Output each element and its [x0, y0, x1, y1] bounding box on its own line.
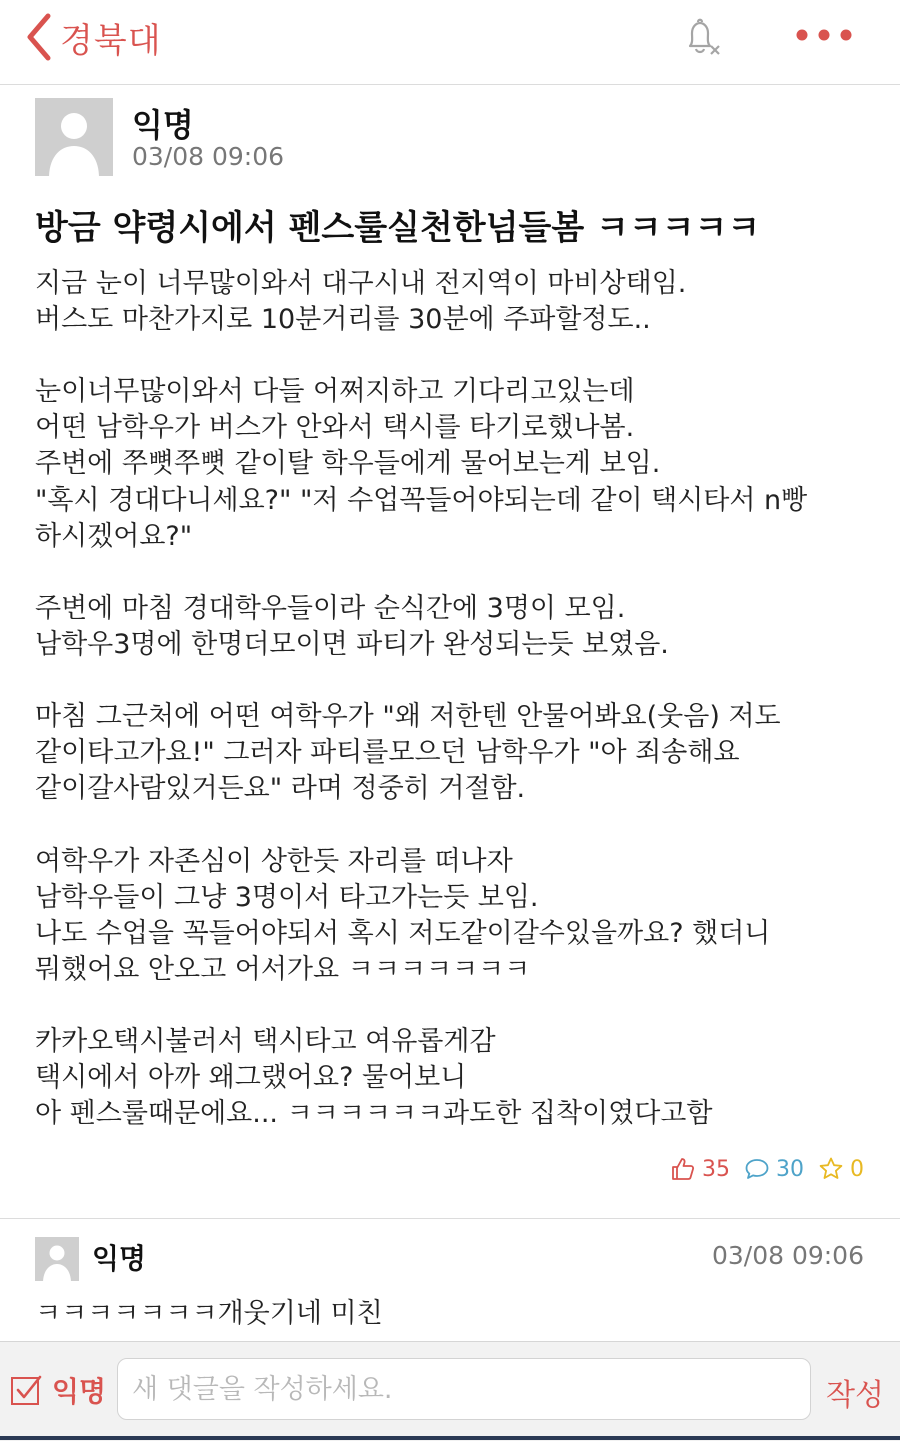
comment-composer [0, 1341, 900, 1441]
post-timestamp: 03/08 09:06 [132, 142, 285, 171]
notification-toggle[interactable] [680, 16, 724, 64]
comment-count-value: 30 [776, 1156, 804, 1182]
scrap-count[interactable] [818, 1156, 864, 1182]
more-options-button[interactable] [794, 22, 854, 52]
post-author-block [35, 98, 895, 178]
bell-off-icon [680, 16, 724, 60]
comment-avatar [35, 1237, 79, 1281]
speech-bubble-icon [744, 1156, 770, 1182]
chevron-left-icon [24, 12, 54, 62]
default-profile-icon [35, 1237, 79, 1281]
author-name: 익명 [132, 106, 194, 144]
post-title: 방금 약령시에서 펜스룰실천한넘들봄 ㅋㅋㅋㅋㅋ [35, 208, 761, 248]
post-paragraph: 여학우가 자존심이 상한듯 자리를 떠나자 남학우들이 그냥 3명이서 타고가는듯 보임. 나도 수업을 꼭들어야되서 혹시 저도같이갈수있을까요? 했더니 뭐했어요 안오고 어서가요 ㅋㅋㅋㅋㅋㅋㅋ [35, 845, 771, 985]
like-count-value: 35 [702, 1156, 730, 1182]
post-paragraph: 지금 눈이 너무많이와서 대구시내 전지역이 마비상태임. 버스도 마찬가지로 10분거리를 30분에 주파할정도.. [35, 268, 687, 336]
post-paragraph: 주변에 마침 경대학우들이라 순식간에 3명이 모임. 남학우3명에 한명더모이면 파티가 완성되는듯 보였음. [35, 592, 669, 660]
anonymous-checkbox[interactable] [10, 1370, 106, 1410]
comment-count[interactable] [744, 1156, 804, 1182]
default-profile-icon [35, 98, 113, 176]
comment-text: ㅋㅋㅋㅋㅋㅋㅋ개웃기네 미친 [35, 1298, 383, 1329]
back-button[interactable] [24, 12, 162, 62]
more-dots-icon [794, 22, 854, 48]
submit-comment-button[interactable]: 작성 [826, 1378, 884, 1413]
post-paragraph: 마침 그근처에 어떤 여학우가 "왜 저한텐 안물어봐요(웃음) 저도 같이타고가요!" 그러자 파티를모으던 남학우가 "아 죄송해요 같이갈사람있거든요" 라며 정중히 거절함. [35, 701, 781, 805]
comment-item [0, 1219, 900, 1341]
post-body [35, 266, 875, 1132]
post-paragraph: 카카오택시불러서 택시타고 여유롭게감 택시에서 아까 왜그랬어요? 물어보니 아 펜스룰때문에요... ㅋㅋㅋㅋㅋㅋ과도한 집착이였다고함 [35, 1025, 713, 1130]
comment-input[interactable] [117, 1358, 811, 1420]
post-stats [656, 1156, 864, 1182]
thumbs-up-icon [670, 1156, 696, 1182]
checkbox-checked-icon [10, 1373, 44, 1407]
star-icon [818, 1156, 844, 1182]
anonymous-label: 익명 [52, 1375, 107, 1408]
comment-timestamp: 03/08 09:06 [711, 1241, 864, 1270]
like-count[interactable] [670, 1156, 730, 1182]
board-title: 경북대 [60, 20, 162, 61]
post-paragraph: 눈이너무많이와서 다들 어쩌지하고 기다리고있는데 어떤 남학우가 버스가 안와서 택시를 타기로했나봄. 주변에 쭈뼛쭈뼛 같이탈 학우들에게 물어보는게 보임. "혹시 경대다니세요?" "저 수업꼭들어야되는데 같이 택시타서 n빵 하시겠어요?" [35, 376, 808, 552]
top-bar [0, 0, 900, 85]
avatar [35, 98, 113, 176]
comment-author: 익명 [92, 1242, 147, 1275]
scrap-count-value: 0 [850, 1156, 864, 1182]
bottom-edge-bar [0, 1436, 900, 1440]
